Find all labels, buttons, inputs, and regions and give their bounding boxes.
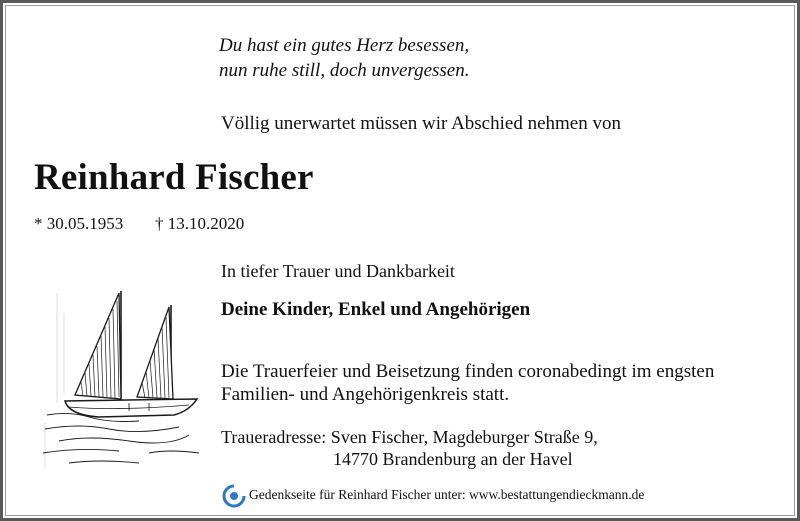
mourners-signature: Deine Kinder, Enkel und Angehörigen: [221, 299, 531, 320]
birth-date: * 30.05.1953: [34, 214, 124, 233]
service-notice: [221, 360, 714, 406]
address-line-1: Traueradresse: Sven Fischer, Magdeburger Straße 9,: [221, 427, 598, 447]
sailboat-illustration: [39, 283, 209, 473]
address-line-2: 14770 Brandenburg an der Havel: [333, 449, 573, 469]
memorial-logo-icon: [222, 484, 246, 508]
memorial-page-footer: Gedenkseite für Reinhard Fischer unter: www.bestattungendieckmann.de: [249, 487, 645, 502]
deceased-name: Reinhard Fischer: [34, 157, 314, 198]
intro-text: Völlig unerwartet müssen wir Abschied nehmen von: [221, 113, 621, 134]
poem: [219, 33, 469, 83]
poem-line-2: nun ruhe still, doch unvergessen.: [219, 60, 470, 81]
mourning-line: In tiefer Trauer und Dankbarkeit: [221, 261, 455, 281]
poem-line-1: Du hast ein gutes Herz besessen,: [219, 35, 470, 56]
death-date: † 13.10.2020: [155, 214, 245, 233]
service-line-2: Familien- und Angehörigenkreis statt.: [221, 384, 510, 405]
service-line-1: Die Trauerfeier und Beisetzung finden coronabedingt im engsten: [221, 361, 715, 382]
